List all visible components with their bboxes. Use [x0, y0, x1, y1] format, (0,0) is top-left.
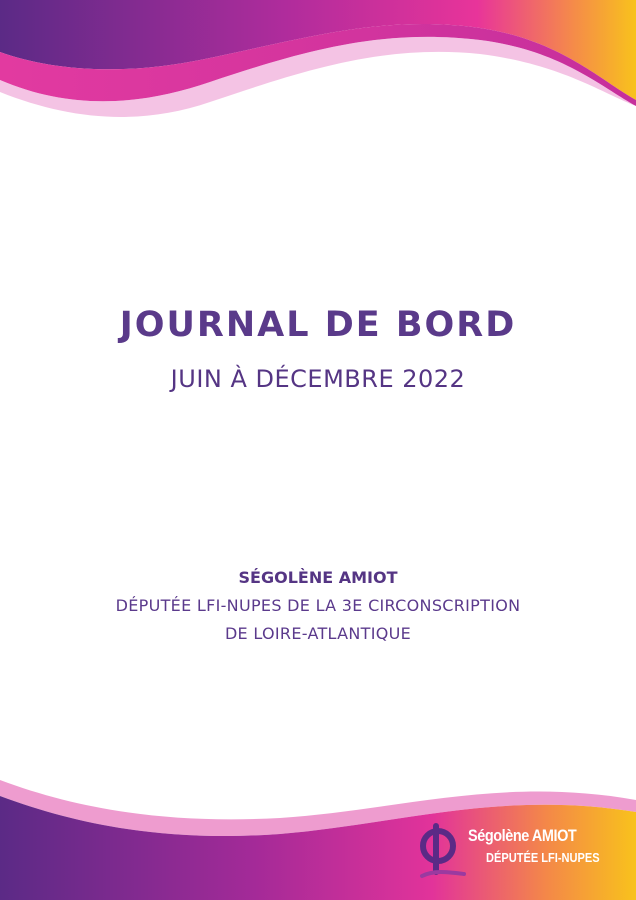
author-role-line-2: DE LOIRE-ATLANTIQUE [224, 624, 412, 643]
deputy-logo [414, 822, 614, 884]
logo-name: Ségolène AMIOT [468, 826, 577, 845]
top-wave-decoration [0, 0, 636, 150]
logo-role: DÉPUTÉE LFI-NUPES [486, 850, 600, 865]
phi-logo-icon [414, 822, 470, 884]
author-name: SÉGOLÈNE AMIOT [238, 568, 398, 587]
document-title: JOURNAL DE BORD [119, 305, 517, 345]
author-role-line-1: DÉPUTÉE LFI-NUPES DE LA 3E CIRCONSCRIPTION [115, 596, 521, 615]
document-subtitle: JUIN À DÉCEMBRE 2022 [170, 365, 466, 393]
